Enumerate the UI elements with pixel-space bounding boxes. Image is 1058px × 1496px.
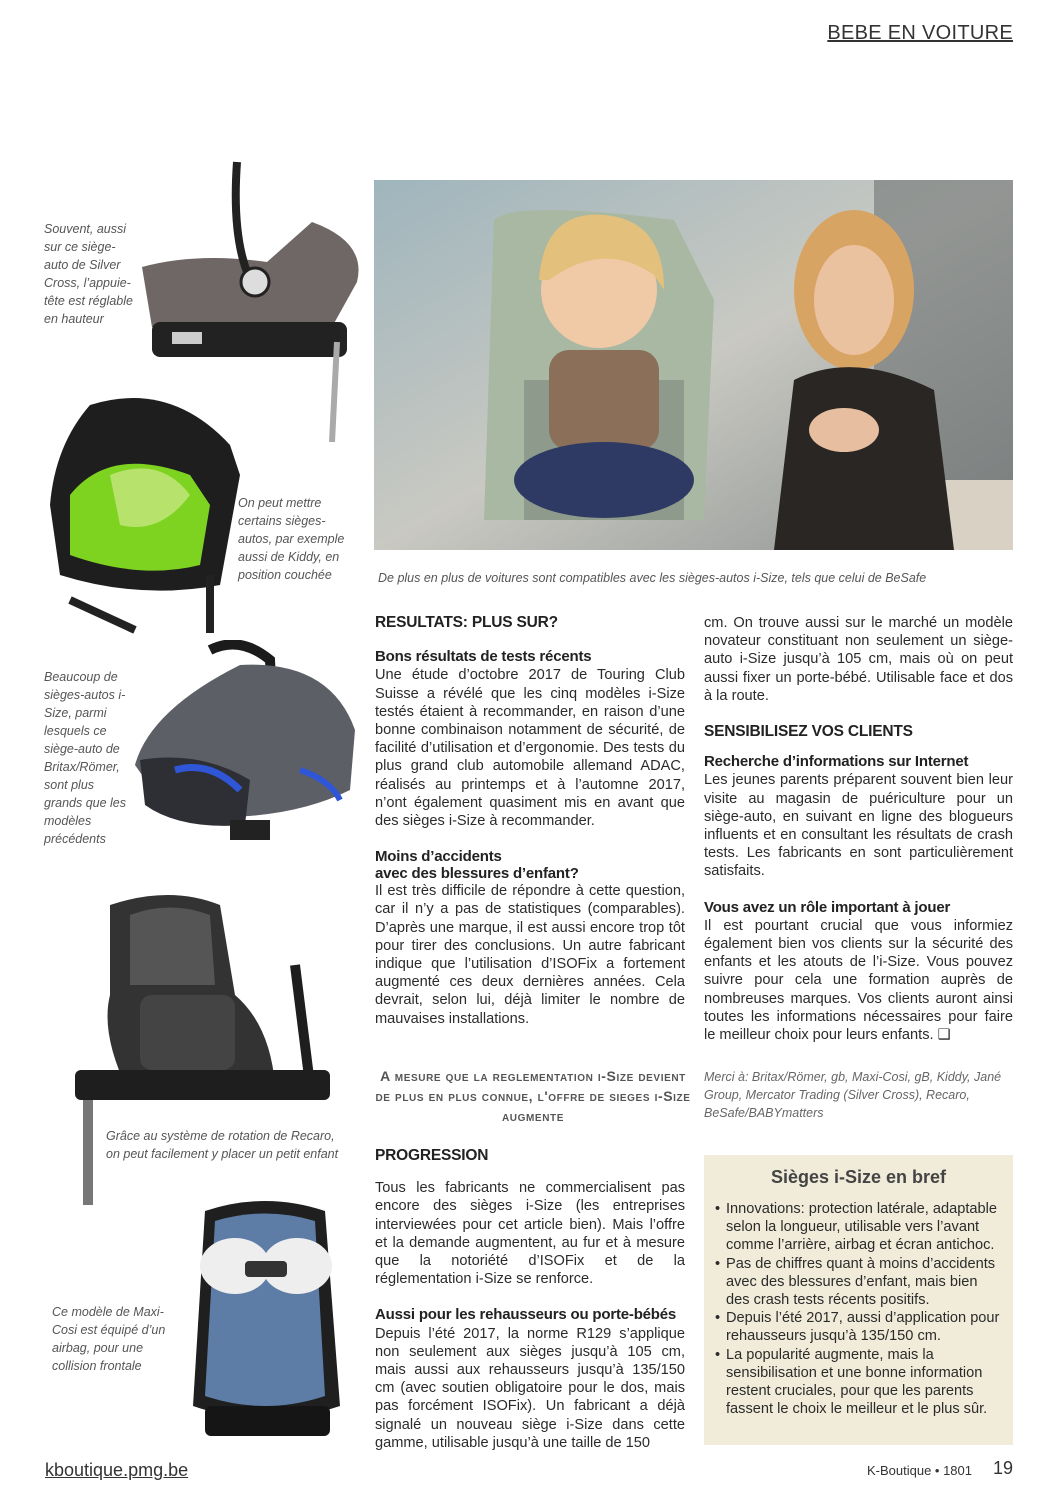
article-column-middle — [375, 614, 685, 1028]
paragraph-accidents: Il est très difficile de répondre à cette question, car il n’y a pas de statistiques (comparables). D’après une marque, il est aussi encore trop tôt pour tirer des conclusions. Un autre fabricant indique que l’utilisation d’ISOFix a fortement augmenté ces deux dernières années. Cela devrait, selon lui, déjà limiter le nombre de mauvaises installations. — [375, 883, 685, 1027]
section-title: BEBE EN VOITURE — [827, 22, 1013, 44]
heading-boosters: Aussi pour les rehausseurs ou porte-bébés — [375, 1306, 677, 1324]
heading-clients: SENSIBILISEZ VOS CLIENTS — [704, 723, 913, 741]
summary-list — [704, 1200, 1013, 1418]
page-number: 19 — [992, 1458, 1013, 1478]
paragraph-good-results: Une étude d’octobre 2017 de Touring Club Suisse a révélé que les cinq modèles i-Size testés étaient à recommander, en raison d’une bonne combinaison notamment de sécurité, de facilité d’utilisation et d’ergonomie. Des tests du plus grand club automobile allemand ADAC, réalisés au printemps et à l’automne 2017, n’ont également quasiment mis en avant que des sièges i-Size à recommander. — [375, 667, 685, 830]
main-photo-caption: De plus en plus de voitures sont compatibles avec les sièges-autos i-Size, tels que celui de BeSafe — [378, 571, 927, 585]
paragraph-role-text: Il est pourtant crucial que vous informiez également bien vos clients sur la sécurité des enfants et les atouts de l’i-Size. Vous pouvez suivre pour cela une formation auprès de nombreuses marques. Vos clients auront ainsi toutes les informations nécessaires pour faire le meilleur choix pour leurs enfants. — [704, 917, 1013, 1044]
article-column-right — [704, 614, 1013, 1044]
summary-item: • La popularité augmente, mais la sensibilisation et une bonne information restent cruciales, pour que les parents fassent le choix le meilleur et le plus sûr. — [726, 1346, 1001, 1419]
article-column-middle-lower — [375, 1147, 685, 1452]
heading-internet: Recherche d’informations sur Internet — [704, 753, 969, 771]
summary-box — [704, 1155, 1013, 1445]
product-photo-britax — [130, 640, 358, 880]
summary-item: • Depuis l’été 2017, aussi d’application pour rehausseurs jusqu’à 135/150 cm. — [726, 1309, 1001, 1345]
paragraph-continued: cm. On trouve aussi sur le marché un modèle novateur constituant non seulement un siège-auto i-Size jusqu’à 105 cm, mais où on peut aussi fixer un porte-bébé. Utilisable face et dos à la route. — [704, 615, 1013, 704]
paragraph-internet: Les jeunes parents préparent souvent bien leur visite au magasin de puériculture pour un siège-auto, en suivant en ligne des blogueurs influents et en consultant les résultats de crash tests. Les fabricants en sont particulièrement satisfaits. — [704, 772, 1013, 880]
paragraph-boosters: Depuis l’été 2017, la norme R129 s’applique non seulement aux sièges jusqu’à 105 cm, mais aussi aux rehausseurs jusqu’à 135/150 cm (avec soutien obligatoire pour le dos, mais pas forcément ISOFix). Un fabricant a déjà signalé un nouveau siège i-Size dans cette gamme, utilisable jusqu’à une taille de 150 — [375, 1325, 685, 1451]
caption-maxi-cosi: Ce modèle de Maxi-Cosi est équipé d’un airbag, pour une collision frontale — [52, 1305, 166, 1373]
summary-item: • Pas de chiffres quant à moins d’accidents avec des blessures d’enfant, mais bien des crash tests récents positifs. — [726, 1255, 1001, 1310]
paragraph-role — [704, 917, 1013, 1044]
heading-progression: PROGRESSION — [375, 1147, 489, 1164]
heading-good-results: Bons résultats de tests récents — [375, 648, 592, 666]
caption-kiddy: On peut mettre certains sièges-autos, par exemple aussi de Kiddy, en position couchée — [238, 496, 345, 582]
caption-silver-cross: Souvent, aussi sur ce siège-auto de Silver Cross, l’appuie-tête est réglable en hauteur — [44, 222, 133, 326]
footer-magazine: K-Boutique • 1801 — [866, 1463, 972, 1478]
main-photo-illustration — [374, 180, 1013, 550]
caption-britax: Beaucoup de sièges-autos i-Size, parmi lesquels ce siège-auto de Britax/Römer, sont plus grands que les modèles précédents — [44, 670, 127, 846]
product-photo-recaro — [70, 885, 335, 1215]
summary-item: • Innovations: protection latérale, adaptable selon la longueur, utilisable vers l’avant comme l’arrière, airbag et écran antichoc. — [726, 1200, 1001, 1255]
end-mark: ❑ — [937, 1027, 951, 1044]
paragraph-progression: Tous les fabricants ne commercialisent pas encore des sièges i-Size (les entreprises interviewées pour cet article bien). Mais l’offre et la demande augmentent, au fur et à mesure que la notoriété d’ISOFix et de la réglementation i-Size se renforce. — [375, 1180, 685, 1288]
heading-accidents-line1: Moins d’accidents — [375, 848, 502, 866]
heading-accidents — [375, 848, 685, 882]
main-photo — [374, 180, 1013, 550]
heading-accidents-line2: avec des blessures d’enfant? — [375, 865, 579, 883]
heading-results: RESULTATS: PLUS SUR? — [375, 614, 558, 631]
product-photo-kiddy — [40, 385, 245, 635]
summary-box-title: Sièges i-Size en bref — [770, 1167, 947, 1187]
product-photo-maxi-cosi — [185, 1196, 347, 1441]
caption-recaro: Grâce au système de rotation de Recaro, on peut facilement y placer un petit enfant — [106, 1129, 339, 1161]
thanks-credits: Merci à: Britax/Römer, gb, Maxi-Cosi, gB, Kiddy, Jané Group, Mercator Trading (Silver Cross), Recaro, BeSafe/BABYmatters — [704, 1070, 1002, 1120]
footer-website-link[interactable]: kboutique.pmg.be — [45, 1460, 189, 1480]
pull-quote: A mesure que la reglementation i-Size devient de plus en plus connue, l'offre de sieges i-Size augmente — [375, 1068, 691, 1124]
heading-role: Vous avez un rôle important à jouer — [704, 898, 951, 916]
